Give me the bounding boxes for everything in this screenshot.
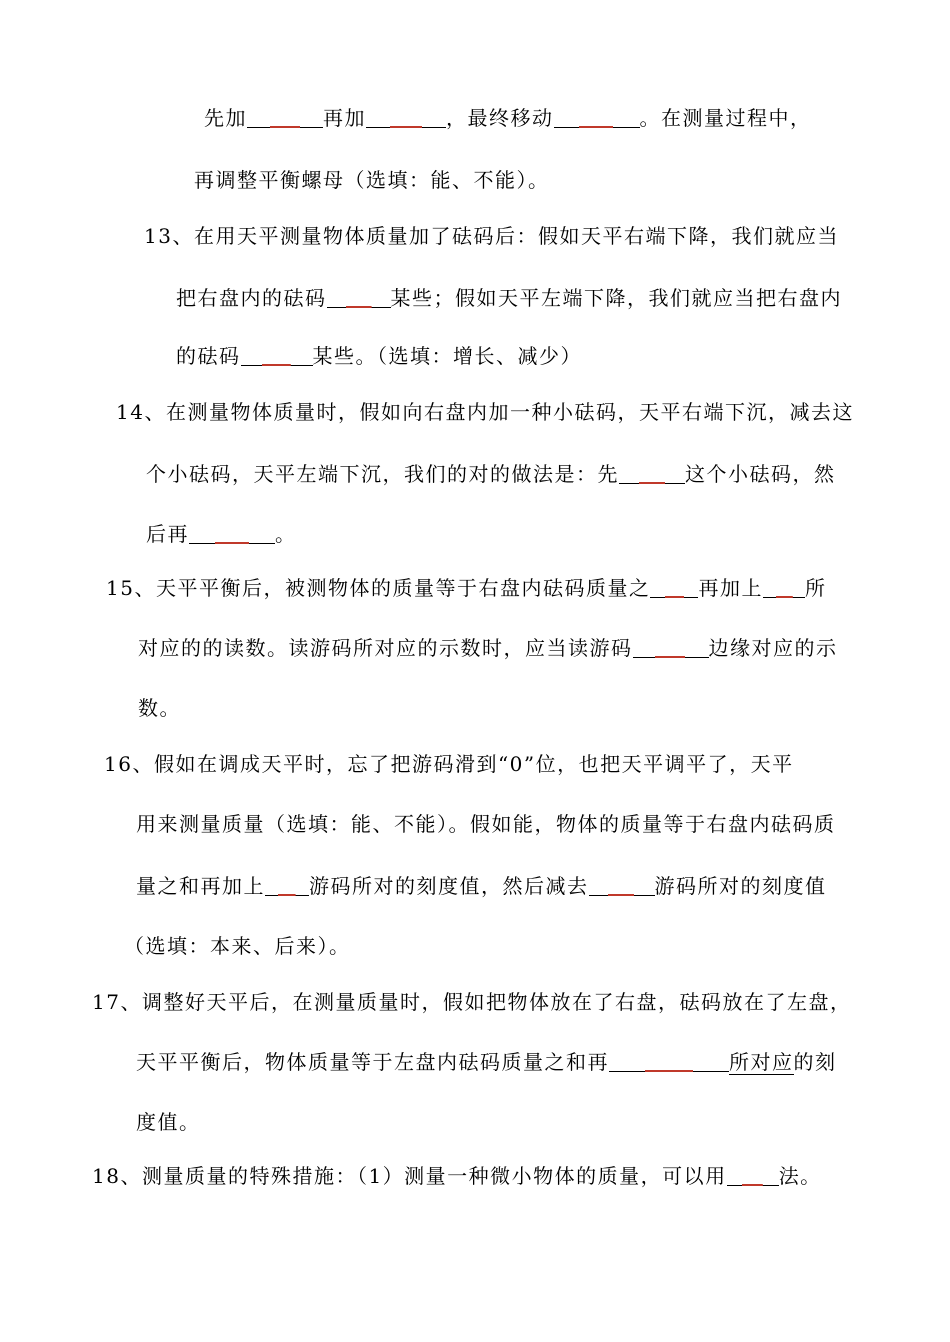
- text-line-7: 个小砝码，天平左端下沉，我们的对的做法是：先 这个小砝码，然: [146, 462, 836, 486]
- text-line-15: （选填：本来、后来）。: [124, 934, 351, 958]
- fill-blank[interactable]: [727, 1166, 779, 1186]
- question-14: 14、在测量物体质量时，假如向右盘内加一种小砝码，天平右端下沉，减去这: [116, 400, 854, 424]
- question-13: 13、在用天平测量物体质量加了砝码后：假如天平右端下降，我们就应当: [144, 224, 839, 248]
- question-15: 15、天平平衡后，被测物体的质量等于右盘内砝码质量之 再加上 所: [106, 576, 827, 600]
- fill-blank[interactable]: [619, 464, 685, 484]
- underlined-text: 所对应: [729, 1050, 794, 1074]
- fill-blank[interactable]: [763, 578, 805, 598]
- text-line-5: 的砝码 某些。（选填：增长、减少）: [176, 344, 582, 368]
- text-line-11: 数。: [138, 696, 181, 720]
- text-line-4: 把右盘内的砝码 某些；假如天平左端下降，我们就应当把右盘内: [176, 286, 842, 310]
- text-line-8: 后再 。: [146, 522, 297, 546]
- text-line-17: 天平平衡后，物体质量等于左盘内砝码质量之和再 所对应的刻: [136, 1050, 837, 1074]
- fill-blank[interactable]: [189, 524, 275, 544]
- text-line-13: 用来测量质量（选填：能、不能）。假如能，物体的质量等于右盘内砝码质: [136, 812, 836, 836]
- question-18: 18、测量质量的特殊措施：（1）测量一种微小物体的质量，可以用 法。: [92, 1164, 822, 1188]
- fill-blank[interactable]: [247, 108, 323, 128]
- text-line-2: 再调整平衡螺母（选填：能、不能）。: [194, 168, 550, 192]
- text-line-14: 量之和再加上 游码所对的刻度值，然后减去 游码所对的刻度值: [136, 874, 827, 898]
- fill-blank[interactable]: [241, 346, 313, 366]
- fill-blank[interactable]: [327, 288, 391, 308]
- fill-blank[interactable]: [554, 108, 640, 128]
- fill-blank[interactable]: [265, 876, 309, 896]
- question-16: 16、假如在调成天平时，忘了把游码滑到“0”位，也把天平调平了，天平: [104, 752, 794, 776]
- fill-blank[interactable]: [609, 1052, 729, 1072]
- text-line-1: 先加 再加 ，最终移动 。在测量过程中，: [204, 106, 812, 130]
- question-17: 17、调整好天平后，在测量质量时，假如把物体放在了右盘，砝码放在了左盘，: [92, 990, 852, 1014]
- text-line-18: 度值。: [136, 1110, 201, 1134]
- fill-blank[interactable]: [633, 638, 709, 658]
- fill-blank[interactable]: [650, 578, 698, 598]
- fill-blank[interactable]: [366, 108, 446, 128]
- text-line-10: 对应的的读数。读游码所对应的示数时，应当读游码 边缘对应的示: [138, 636, 838, 660]
- fill-blank[interactable]: [589, 876, 655, 896]
